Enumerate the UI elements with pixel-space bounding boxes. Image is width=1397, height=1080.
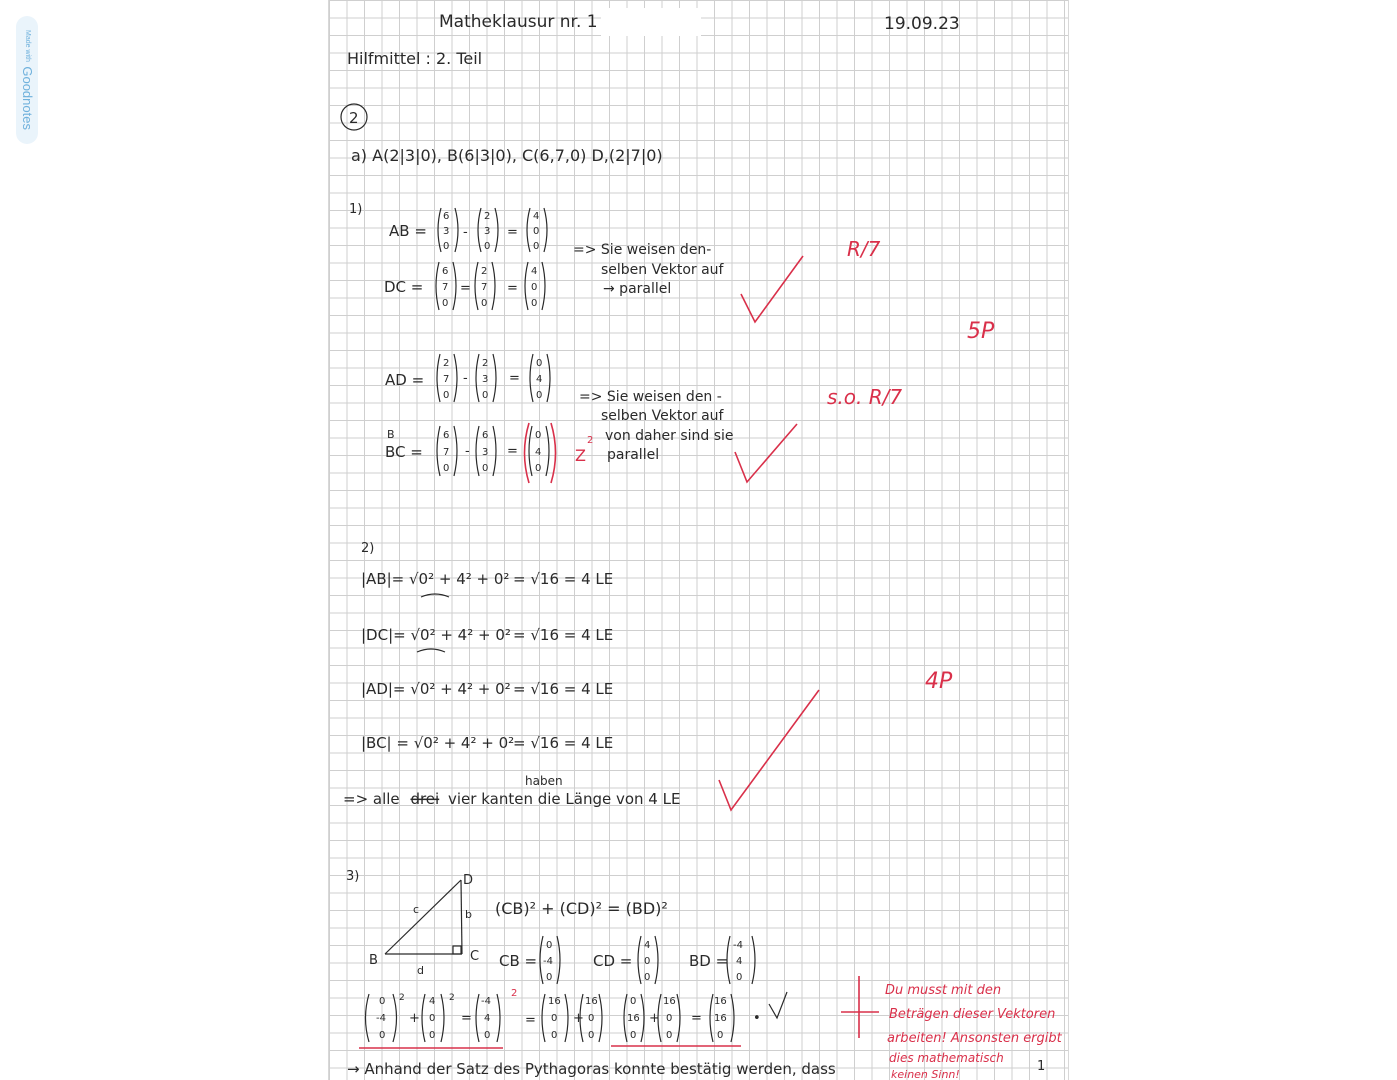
svg-text:0: 0: [482, 463, 489, 474]
svg-text:-4: -4: [733, 940, 743, 951]
svg-text:0: 0: [484, 1030, 491, 1041]
svg-text:+: +: [409, 1011, 420, 1026]
tri-label-c-side: c: [413, 903, 420, 916]
exam-title: Matheklausur nr. 1: [439, 12, 598, 32]
svg-text:3: 3: [482, 374, 489, 385]
svg-text:0: 0: [481, 298, 488, 309]
svg-text:-: -: [463, 371, 468, 386]
svg-text:=: =: [525, 1013, 536, 1028]
svg-text:-: -: [463, 225, 468, 240]
svg-text:0: 0: [531, 298, 538, 309]
redaction-box: [601, 8, 701, 36]
exam-date: 19.09.23: [884, 14, 960, 34]
svg-text:6: 6: [443, 430, 450, 441]
svg-text:0: 0: [666, 1030, 673, 1041]
len-bc: |BC| = √0² + 4² + 0²: [361, 734, 515, 752]
svg-text:4: 4: [531, 266, 538, 277]
svg-text:=: =: [461, 1011, 472, 1026]
svg-text:0: 0: [630, 1030, 637, 1041]
tri-label-b-point: B: [369, 953, 378, 968]
svg-text:0: 0: [717, 1030, 724, 1041]
dc-label: DC =: [384, 278, 424, 296]
bc-vectors: [437, 423, 556, 483]
svg-text:0: 0: [482, 390, 489, 401]
svg-text:0: 0: [644, 972, 651, 983]
bc-label: BC =: [385, 443, 423, 461]
page-content: [329, 0, 1068, 1080]
svg-text:0: 0: [443, 390, 450, 401]
cd-vector: [638, 936, 658, 984]
ad-label: AD =: [385, 371, 425, 389]
svg-text:0: 0: [588, 1030, 595, 1041]
cb-vector: [540, 936, 560, 984]
svg-text:•: •: [753, 1011, 761, 1026]
points-5p: 5P: [967, 319, 995, 344]
svg-text:0: 0: [536, 390, 543, 401]
svg-text:0: 0: [666, 1013, 673, 1024]
svg-text:3: 3: [484, 226, 491, 237]
svg-text:2: 2: [484, 211, 491, 222]
svg-text:0: 0: [551, 1013, 558, 1024]
svg-text:+: +: [649, 1011, 660, 1026]
svg-text:0: 0: [443, 463, 450, 474]
task-number: 2: [349, 109, 359, 127]
notebook-page: [329, 0, 1068, 1080]
svg-text:6: 6: [442, 266, 449, 277]
svg-text:0: 0: [533, 226, 540, 237]
cd-label: CD =: [593, 952, 633, 970]
svg-text:7: 7: [442, 282, 449, 293]
comment-line4: dies mathematisch: [889, 1051, 1004, 1065]
part2-label: 2): [361, 541, 375, 556]
note2-line1: => Sie weisen den -: [579, 389, 722, 405]
conclusion-post: vier kanten die Länge von 4 LE: [448, 790, 681, 808]
conclusion-strike: drei: [410, 790, 440, 808]
svg-text:16: 16: [663, 996, 676, 1007]
svg-text:2: 2: [443, 358, 450, 369]
svg-text:7: 7: [481, 282, 488, 293]
svg-text:6: 6: [482, 430, 489, 441]
comment-line5: keinen Sinn!: [891, 1068, 960, 1080]
part1-label: 1): [349, 202, 363, 217]
svg-text:2: 2: [481, 266, 488, 277]
svg-text:0: 0: [429, 1030, 436, 1041]
page-number: 1: [1037, 1059, 1046, 1074]
svg-text:0: 0: [533, 241, 540, 252]
svg-text:16: 16: [585, 996, 598, 1007]
pythagoras-equation: (CB)² + (CD)² = (BD)²: [495, 899, 668, 918]
bd-label: BD =: [689, 952, 729, 970]
ab-vectors: [438, 208, 547, 252]
svg-text:-4: -4: [543, 956, 553, 967]
svg-text:16: 16: [627, 1013, 640, 1024]
minus-plus-mark: [841, 976, 879, 1038]
svg-text:-4: -4: [481, 996, 491, 1007]
conclusion-insert: haben: [525, 774, 563, 788]
svg-text:0: 0: [442, 298, 449, 309]
svg-text:0: 0: [379, 996, 386, 1007]
tri-label-d-point: D: [463, 873, 474, 888]
len-bc-result: = √16 = 4 LE: [513, 734, 614, 752]
svg-text:16: 16: [714, 1013, 727, 1024]
cb-label: CB =: [499, 952, 538, 970]
svg-text:3: 3: [482, 447, 489, 458]
svg-text:0: 0: [484, 241, 491, 252]
tri-label-b-side: b: [465, 908, 472, 921]
svg-text:0: 0: [531, 282, 538, 293]
tri-label-c-point: C: [470, 949, 480, 964]
svg-text:=: =: [507, 444, 518, 459]
check-mark-2: [735, 424, 797, 482]
comment-line2: Beträgen dieser Vektoren: [889, 1007, 1056, 1022]
len-ad-result: = √16 = 4 LE: [513, 680, 614, 698]
part3-label: 3): [346, 869, 360, 884]
triangle-sketch: [385, 880, 462, 954]
dc-vectors: [436, 262, 545, 310]
grade-r1: R/7: [847, 237, 881, 261]
svg-text:2: 2: [399, 993, 405, 1003]
b-mark: B: [387, 428, 395, 441]
svg-text:4: 4: [533, 211, 540, 222]
svg-text:0: 0: [535, 463, 542, 474]
badge-brand: Goodnotes: [20, 66, 35, 130]
svg-text:4: 4: [536, 374, 543, 385]
svg-text:=: =: [509, 371, 520, 386]
svg-text:0: 0: [535, 430, 542, 441]
svg-text:=: =: [507, 225, 518, 240]
svg-text:7: 7: [443, 447, 450, 458]
svg-text:0: 0: [443, 241, 450, 252]
svg-text:-: -: [465, 444, 470, 459]
svg-text:0: 0: [551, 1030, 558, 1041]
tri-label-d-side: d: [417, 964, 424, 977]
check-mark-3: [719, 690, 819, 810]
conclusion: [343, 790, 680, 808]
svg-text:3: 3: [443, 226, 450, 237]
svg-text:=: =: [507, 281, 518, 296]
grade-r2: s.o. R/7: [827, 385, 903, 409]
svg-text:2: 2: [511, 988, 518, 999]
squared-vector-sum: [359, 988, 787, 1048]
svg-text:6: 6: [443, 211, 450, 222]
ab-label: AB =: [389, 222, 427, 240]
goodnotes-badge-text: [16, 24, 38, 136]
svg-text:+: +: [573, 1011, 584, 1026]
svg-text:0: 0: [630, 996, 637, 1007]
svg-text:16: 16: [548, 996, 561, 1007]
len-ab-result: = √16 = 4 LE: [513, 570, 614, 588]
len-ab: |AB|= √0² + 4² + 0²: [361, 570, 510, 588]
note1-line3: → parallel: [603, 281, 672, 297]
svg-text:0: 0: [588, 1013, 595, 1024]
note1-line2: selben Vektor auf: [601, 262, 724, 278]
svg-text:4: 4: [429, 996, 436, 1007]
svg-text:0: 0: [536, 358, 543, 369]
len-dc-swap-mark: [417, 649, 445, 652]
len-ab-swap-mark: [421, 594, 449, 597]
svg-text:0: 0: [644, 956, 651, 967]
svg-text:4: 4: [736, 956, 743, 967]
subtitle: Hilfmittel : 2. Teil: [347, 49, 483, 68]
svg-text:2: 2: [482, 358, 489, 369]
note2-line3: von daher sind sie: [605, 428, 734, 444]
check-mark-1: [741, 256, 803, 322]
note2-line2: selben Vektor auf: [601, 408, 724, 424]
ad-vectors: [437, 354, 550, 402]
svg-text:=: =: [460, 281, 471, 296]
z-mark: Z: [575, 446, 586, 465]
note1-line1: => Sie weisen den-: [573, 242, 712, 258]
badge-prefix: Made with: [24, 30, 31, 62]
points-line: a) A(2|3|0), B(6|3|0), C(6,7,0) D,(2|7|0): [351, 146, 663, 165]
svg-text:16: 16: [714, 996, 727, 1007]
note2-line4: parallel: [607, 447, 660, 463]
svg-text:4: 4: [644, 940, 651, 951]
svg-text:0: 0: [736, 972, 743, 983]
points-4p: 4P: [925, 669, 953, 694]
len-ad: |AD|= √0² + 4² + 0²: [361, 680, 511, 698]
bottom-sentence: → Anhand der Satz des Pythagoras konnte bestätig werden, dass: [347, 1060, 836, 1078]
svg-text:0: 0: [546, 972, 553, 983]
svg-text:4: 4: [535, 447, 542, 458]
conclusion-pre: => alle: [343, 790, 400, 808]
svg-text:0: 0: [429, 1013, 436, 1024]
svg-text:=: =: [691, 1011, 702, 1026]
len-dc-result: = √16 = 4 LE: [513, 626, 614, 644]
z-sup: 2: [587, 435, 594, 446]
svg-text:7: 7: [443, 374, 450, 385]
svg-text:0: 0: [546, 940, 553, 951]
bd-vector: [727, 936, 755, 984]
svg-text:0: 0: [379, 1030, 386, 1041]
svg-text:2: 2: [449, 993, 455, 1003]
len-dc: |DC|= √0² + 4² + 0²: [361, 626, 511, 644]
svg-text:4: 4: [484, 1013, 491, 1024]
comment-line1: Du musst mit den: [885, 983, 1002, 998]
comment-line3: arbeiten! Ansonsten ergibt: [887, 1031, 1062, 1046]
svg-text:-4: -4: [376, 1013, 386, 1024]
